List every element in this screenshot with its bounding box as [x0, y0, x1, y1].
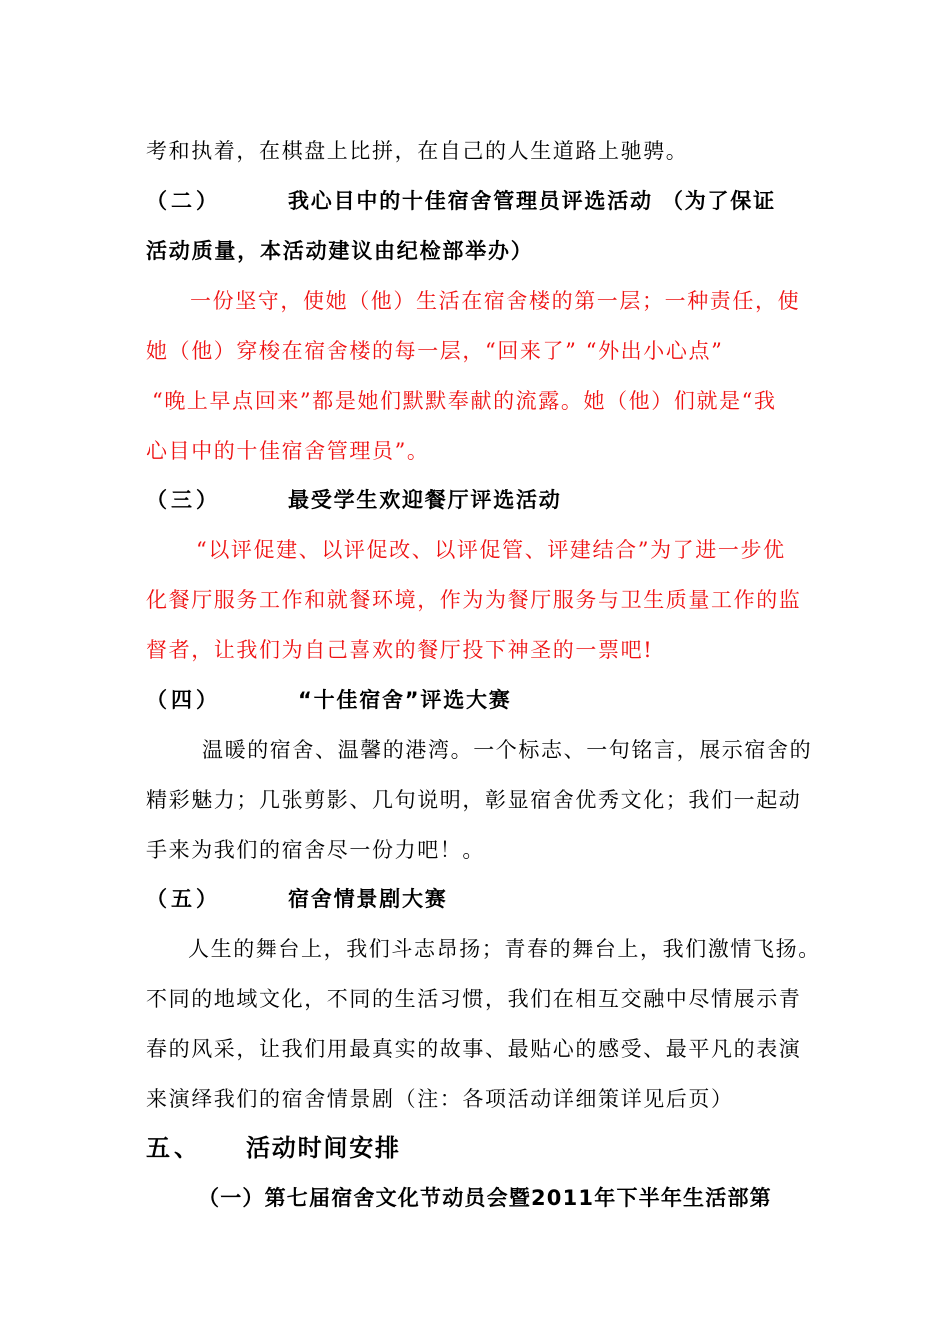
section3-body-line-1: “以评促建、以评促改、以评促管、评建结合”为了进一步优	[196, 538, 786, 562]
section4-body-line-2: 精彩魅力；几张剪影、几句说明，彰显宿舍优秀文化；我们一起动	[146, 788, 802, 812]
section3-body-line-2: 化餐厅服务工作和就餐环境，作为为餐厅服务与卫生质量工作的监	[146, 588, 802, 612]
section2-body-line-4: 心目中的十佳宿舍管理员”。	[146, 439, 430, 463]
section2-body-line-1: 一份坚守，使她（他）生活在宿舍楼的第一层；一种责任，使	[190, 289, 801, 313]
section2-title-cont: 活动质量，本活动建议由纪检部举办）	[146, 239, 534, 263]
section5-title: 宿舍情景剧大赛	[288, 887, 448, 911]
section3-body-line-3: 督者，让我们为自己喜欢的餐厅投下神圣的一票吧!	[146, 638, 654, 662]
part5-title: 活动时间安排	[246, 1134, 401, 1162]
section2-body-line-2: 她（他）穿梭在宿舍楼的每一层，“回来了” “外出小心点”	[146, 339, 724, 363]
intro-line: 考和执着，在棋盘上比拼，在自己的人生道路上驰骋。	[146, 139, 689, 163]
section2-title: 我心目中的十佳宿舍管理员评选活动 （为了保证	[288, 189, 776, 213]
section4-body-line-3: 手来为我们的宿舍尽一份力吧！。	[146, 838, 485, 862]
section2-body-line-3: “晚上早点回来”都是她们默默奉献的流露。她（他）们就是“我	[152, 389, 777, 413]
section5-body-line-4: 来演绎我们的宿舍情景剧（注：各项活动详细策详见后页）	[146, 1087, 734, 1111]
section5-number: （五）	[146, 887, 221, 911]
section5-body-line-1: 人生的舞台上，我们斗志昂扬；青春的舞台上，我们激情飞扬。	[188, 937, 821, 961]
section2-number: （二）	[146, 189, 221, 213]
section5-body-line-3: 春的风采，让我们用最真实的故事、最贴心的感受、最平凡的表演	[146, 1037, 802, 1061]
section4-body-line-1: 温暖的宿舍、温馨的港湾。一个标志、一句铭言，展示宿舍的	[202, 738, 813, 762]
section3-number: （三）	[146, 488, 221, 512]
part5-sub-heading: （一）第七届宿舍文化节动员会暨2011年下半年生活部第	[198, 1186, 772, 1210]
section5-body-line-2: 不同的地域文化，不同的生活习惯，我们在相互交融中尽情展示青	[146, 987, 802, 1011]
section4-title: “十佳宿舍”评选大赛	[298, 688, 512, 712]
part5-number: 五、	[146, 1134, 202, 1162]
section3-title: 最受学生欢迎餐厅评选活动	[288, 488, 562, 512]
section4-number: （四）	[146, 688, 221, 712]
